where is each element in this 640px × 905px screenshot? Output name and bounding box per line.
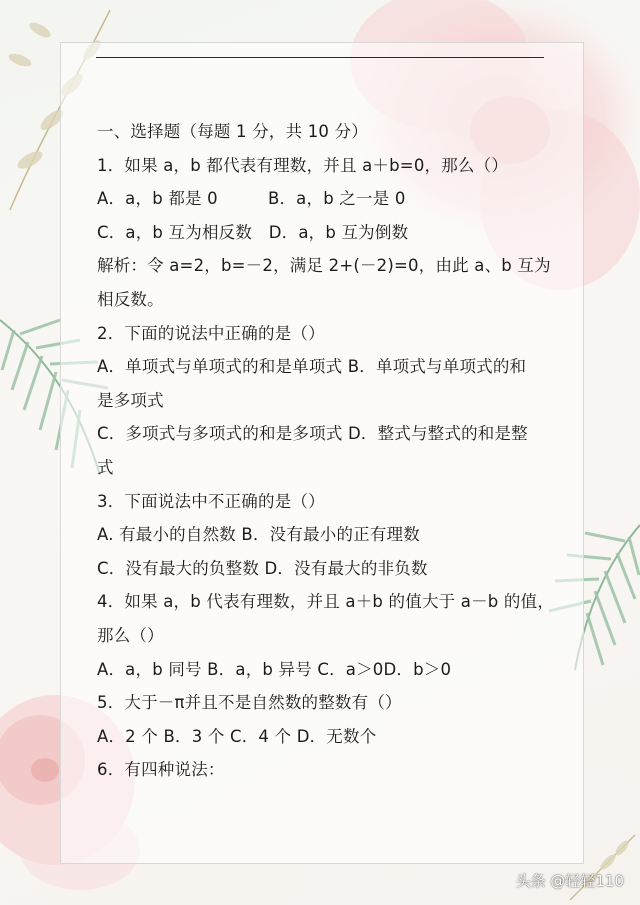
text-line: 3．下面说法中不正确的是（） bbox=[97, 491, 325, 511]
text-line: 式 bbox=[97, 457, 114, 477]
text-line: C．没有最大的负整数 D．没有最大的非负数 bbox=[97, 558, 428, 578]
text-line: 是多项式 bbox=[97, 390, 164, 410]
text-line: A．单项式与单项式的和是单项式 B．单项式与单项式的和 bbox=[97, 357, 527, 377]
document-body bbox=[97, 115, 557, 787]
text-line: A．2 个 B．3 个 C．4 个 D．无数个 bbox=[97, 726, 377, 746]
text-line: C．多项式与多项式的和是多项式 D．整式与整式的和是整 bbox=[97, 424, 528, 444]
text-line: 相反数。 bbox=[97, 289, 164, 309]
text-line: 那么（） bbox=[97, 625, 164, 645]
text-line: 1．如果 a，b 都代表有理数，并且 a＋b=0，那么（） bbox=[97, 155, 509, 175]
text-line: C．a，b 互为相反数 D．a，b 互为倒数 bbox=[97, 222, 409, 242]
text-line: 解析：令 a=2，b=－2，满足 2+(－2)=0，由此 a、b 互为 bbox=[97, 256, 551, 276]
text-line: A. 有最小的自然数 B．没有最小的正有理数 bbox=[97, 525, 420, 545]
watermark: 头条 @轻轻110 bbox=[515, 872, 624, 890]
text-line: 6．有四种说法： bbox=[97, 760, 225, 780]
header-rule bbox=[96, 57, 544, 58]
text-line: 一、选择题（每题 1 分，共 10 分） bbox=[97, 122, 368, 141]
text-line: 2．下面的说法中正确的是（） bbox=[97, 323, 325, 343]
text-line: 5．大于－π并且不是自然数的整数有（） bbox=[97, 693, 402, 713]
text-line: A．a，b 都是 0 B．a，b 之一是 0 bbox=[97, 189, 406, 209]
text-line: 4．如果 a，b 代表有理数，并且 a＋b 的值大于 a－b 的值， bbox=[97, 592, 555, 612]
text-line: A．a，b 同号 B．a，b 异号 C．a＞0D．b＞0 bbox=[97, 659, 452, 679]
